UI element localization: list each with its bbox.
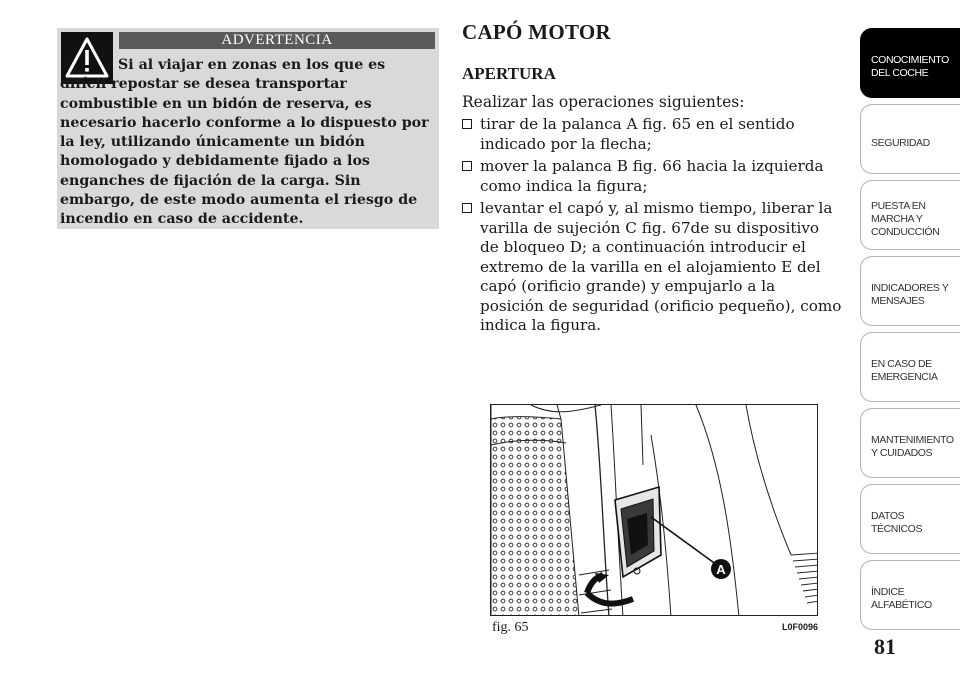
checkbox-bullet-icon: [462, 203, 472, 213]
tab-emergencia[interactable]: EN CASO DE EMERGENCIA: [860, 332, 960, 402]
list-item: [462, 157, 842, 196]
figure-label: A: [716, 562, 726, 577]
figure-illustration: [490, 404, 818, 616]
steps-list: [462, 115, 842, 339]
page-number: 81: [874, 634, 896, 659]
tab-conocimiento-del-coche[interactable]: CONOCIMIENTO DEL COCHE: [860, 28, 960, 98]
list-item: [462, 115, 842, 154]
hood-release-lever-illustration: [491, 405, 818, 616]
checkbox-bullet-icon: [462, 161, 472, 171]
tab-puesta-en-marcha[interactable]: PUESTA EN MARCHA Y CONDUCCIÓN: [860, 180, 960, 250]
step-text: tirar de la palanca A fig. 65 en el sentido indicado por la flecha;: [480, 115, 795, 153]
warning-text: Si al viajar en zonas en los que es difícil repostar se desea transportar combustible en un bidón de reserva, es necesario hacerlo conforme a lo dispuesto por la ley, utilizando únicamente un bidón homologado y debidamente fijado a los enganches de fijación de la carga. Sin embargo, de este modo aumenta el riesgo de incendio en caso de accidente.: [60, 57, 429, 228]
tab-seguridad[interactable]: SEGURIDAD: [860, 104, 960, 174]
tab-indice-alfabetico[interactable]: ÍNDICE ALFABÉTICO: [860, 560, 960, 630]
section-subtitle: APERTURA: [462, 64, 556, 83]
list-item: [462, 199, 842, 336]
tab-indicadores[interactable]: INDICADORES Y MENSAJES: [860, 256, 960, 326]
tab-datos-tecnicos[interactable]: DATOS TÉCNICOS: [860, 484, 960, 554]
step-text: mover la palanca B fig. 66 hacia la izquierda como indica la figura;: [480, 157, 824, 195]
warning-header: ADVERTENCIA: [119, 32, 435, 49]
figure-caption: fig. 65: [492, 620, 529, 635]
step-text: levantar el capó y, al mismo tiempo, liberar la varilla de sujeción C fig. 67de su dispositivo de bloqueo D; a continuación introducir el extremo de la varilla en el alojamiento E del capó (orificio grande) y empujarlo a la posición de seguridad (orificio pequeño), como indica la figura.: [480, 199, 842, 334]
figure-code: L0F0096: [782, 622, 819, 632]
section-intro: Realizar las operaciones siguientes:: [462, 93, 745, 111]
section-title: CAPÓ MOTOR: [462, 20, 612, 44]
tab-mantenimiento[interactable]: MANTENIMIENTO Y CUIDADOS: [860, 408, 960, 478]
warning-box: [57, 28, 439, 229]
checkbox-bullet-icon: [462, 119, 472, 129]
